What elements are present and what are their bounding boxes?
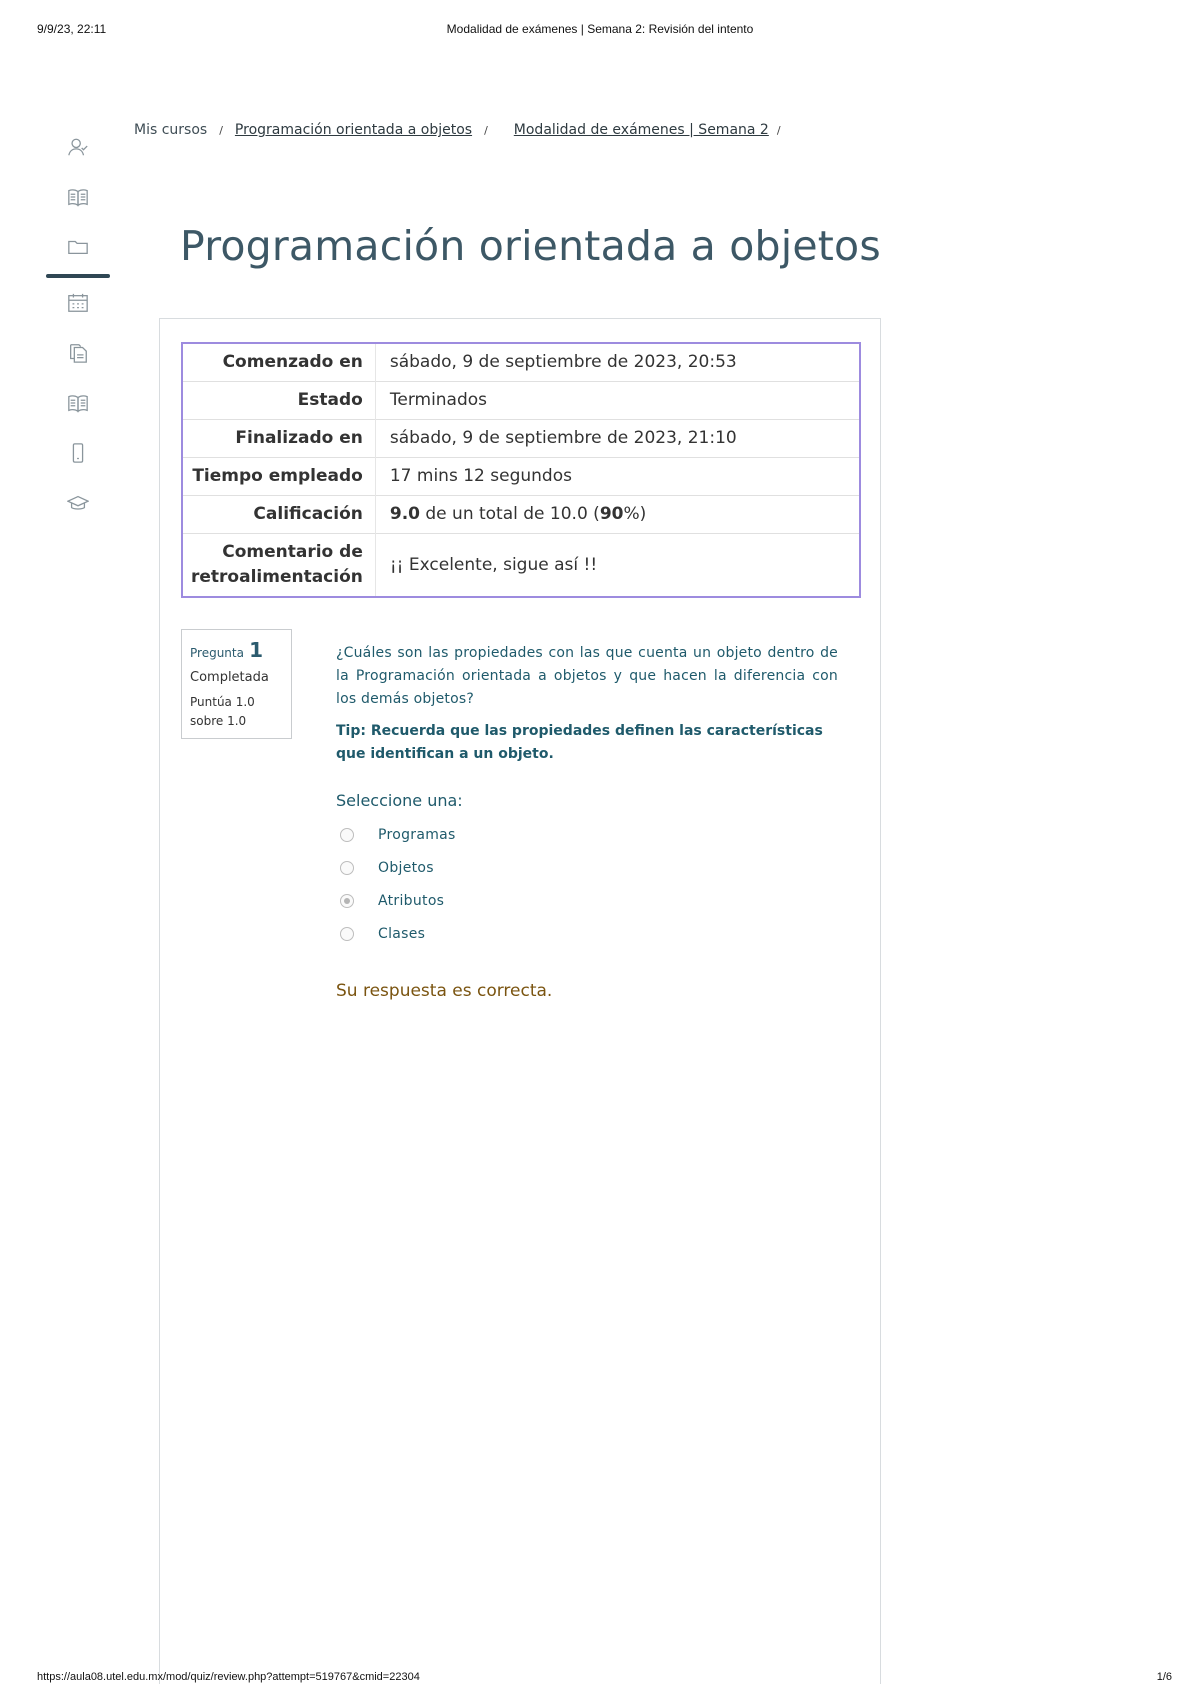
answer-option-label: Atributos [378, 892, 445, 909]
question-state: Completada [190, 670, 269, 685]
sidebar-item-library[interactable] [46, 380, 110, 430]
answer-feedback: Su respuesta es correcta. [336, 981, 553, 1001]
answer-option-label: Objetos [378, 859, 434, 876]
print-page-number: 1/6 [1156, 1671, 1172, 1683]
summary-row-time [182, 458, 860, 496]
print-url: https://aula08.utel.edu.mx/mod/quiz/review.php?attempt=519767&cmid=22304 [37, 1671, 420, 1683]
question-grade: Puntúa 1.0 sobre 1.0 [190, 695, 255, 728]
radio-button[interactable] [340, 861, 354, 875]
breadcrumb [134, 122, 793, 138]
book-icon [67, 392, 89, 418]
answer-option[interactable] [340, 818, 456, 851]
grade-percent-suffix: %) [623, 504, 647, 524]
answer-option-label: Clases [378, 925, 426, 942]
grade-percent: 90 [599, 504, 624, 524]
user-icon [67, 136, 89, 162]
summary-row-started [182, 343, 860, 382]
sidebar-item-courses[interactable] [46, 174, 110, 224]
page-title: Programación orientada a objetos [180, 222, 881, 270]
question-info-box [181, 629, 292, 739]
grade-score: 9.0 [389, 504, 420, 524]
summary-row-feedback [182, 534, 860, 598]
finished-label: Finalizado en [182, 420, 375, 458]
answer-option[interactable] [340, 851, 456, 884]
time-value: 17 mins 12 segundos [389, 466, 572, 486]
print-document-title: Modalidad de exámenes | Semana 2: Revisión del intento [446, 22, 754, 36]
breadcrumb-separator: / [219, 124, 223, 137]
calendar-icon [67, 292, 89, 318]
breadcrumb-separator: / [776, 124, 781, 137]
mobile-icon [67, 442, 89, 468]
attempt-summary-table [181, 342, 861, 598]
summary-row-state [182, 382, 860, 420]
summary-row-grade [182, 496, 860, 534]
graduation-cap-icon [67, 492, 89, 518]
answer-option-label: Programas [378, 826, 456, 843]
finished-value: sábado, 9 de septiembre de 2023, 21:10 [389, 428, 737, 448]
documents-icon [67, 342, 89, 368]
breadcrumb-my-courses[interactable]: Mis cursos [134, 122, 208, 138]
feedback-value: ¡¡ Excelente, sigue así !! [389, 554, 598, 575]
sidebar-nav [46, 124, 110, 530]
started-value: sábado, 9 de septiembre de 2023, 20:53 [389, 352, 737, 372]
book-icon [67, 186, 89, 212]
answer-prompt: Seleccione una: [336, 791, 463, 810]
folder-icon [67, 236, 89, 262]
radio-button[interactable] [340, 828, 354, 842]
grade-value [375, 496, 860, 534]
question-text: ¿Cuáles son las propiedades con las que cuenta un objeto dentro de la Programación orientada a objetos y que hacen la diferencia con los demás objetos? [336, 645, 838, 707]
grade-label: Calificación [182, 496, 375, 534]
breadcrumb-course-link[interactable]: Programación orientada a objetos [234, 122, 473, 138]
sidebar-item-profile[interactable] [46, 124, 110, 174]
started-label: Comenzado en [182, 343, 375, 382]
radio-button-selected[interactable] [340, 894, 354, 908]
print-datetime: 9/9/23, 22:11 [37, 22, 107, 36]
sidebar-item-graduation[interactable] [46, 480, 110, 530]
answer-option[interactable] [340, 884, 456, 917]
answer-option[interactable] [340, 917, 456, 950]
breadcrumb-separator: / [484, 124, 488, 137]
sidebar-item-documents[interactable] [46, 330, 110, 380]
grade-total: de un total de 10.0 ( [419, 504, 600, 524]
time-label: Tiempo empleado [182, 458, 375, 496]
state-label: Estado [182, 382, 375, 420]
radio-button[interactable] [340, 927, 354, 941]
sidebar-item-calendar[interactable] [46, 280, 110, 330]
question-label: Pregunta [190, 646, 244, 660]
breadcrumb-quiz-link[interactable]: Modalidad de exámenes | Semana 2 [513, 122, 769, 138]
sidebar-item-mobile[interactable] [46, 430, 110, 480]
answer-options [340, 818, 456, 950]
feedback-label: Comentario de retroalimentación [182, 534, 375, 598]
state-value: Terminados [389, 390, 488, 410]
summary-row-finished [182, 420, 860, 458]
question-tip: Tip: Recuerda que las propiedades definen las características que identifican a un objeto. [336, 723, 823, 762]
question-number: 1 [249, 638, 263, 662]
sidebar-item-files[interactable] [46, 224, 110, 274]
